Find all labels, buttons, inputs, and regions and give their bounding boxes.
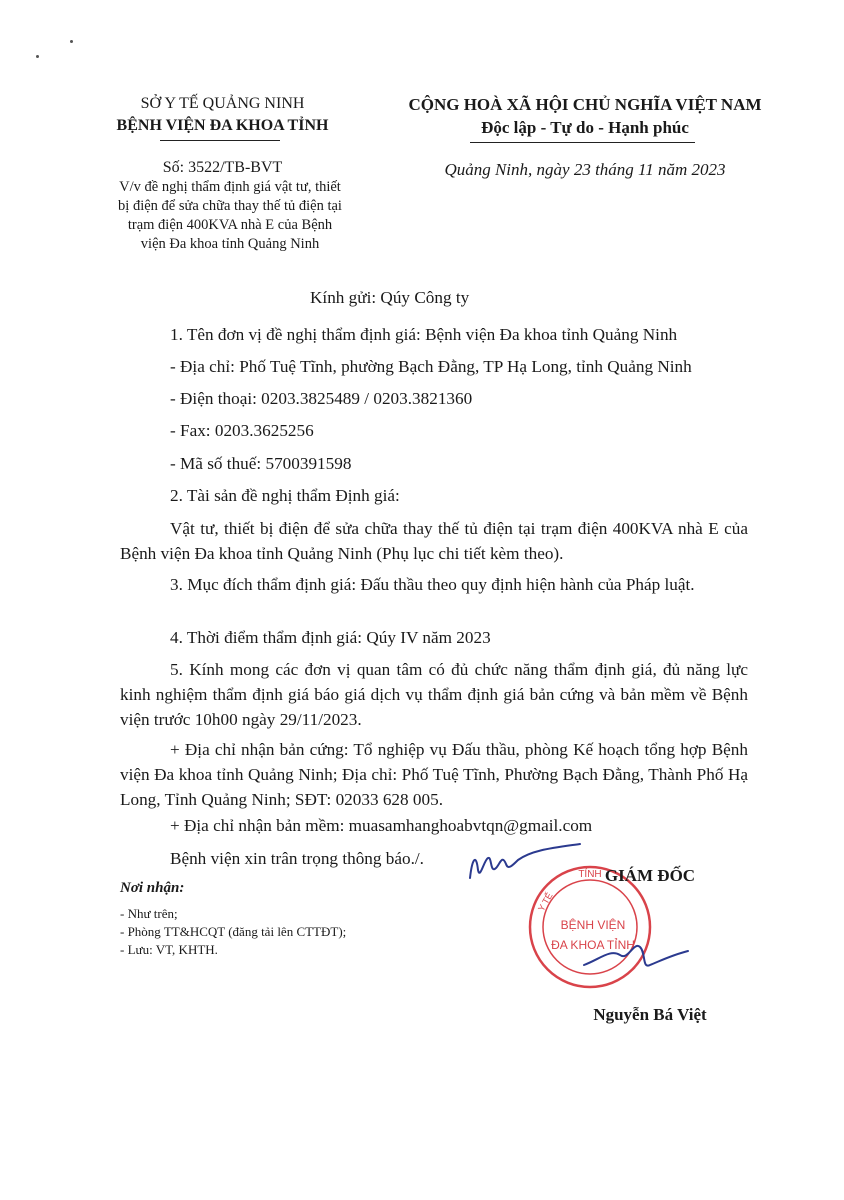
recipient-item: - Lưu: VT, KHTH. [120, 942, 218, 957]
signer-position: GIÁM ĐỐC [604, 866, 696, 885]
subject-line: bị điện để sửa chữa thay thế tủ điện tại [118, 198, 342, 214]
item-4: 4. Thời điểm thẩm định giá: Qúy IV năm 2023 [170, 628, 491, 647]
issuer-block [95, 93, 350, 137]
signature-stroke [584, 946, 688, 966]
address-line: - Địa chỉ: Phố Tuệ Tĩnh, phường Bạch Đằng, TP Hạ Long, tỉnh Quảng Ninh [170, 357, 692, 376]
closing-line: Bệnh viện xin trân trọng thông báo./. [170, 849, 424, 868]
salutation: Kính gửi: Qúy Công ty [310, 288, 470, 307]
recipient-item: - Phòng TT&HCQT (đăng tải lên CTTĐT); [120, 924, 347, 939]
subject-line: V/v đề nghị thẩm định giá vật tư, thiết [119, 179, 341, 195]
national-header [380, 93, 790, 139]
recipients-title: Nơi nhận: [120, 880, 185, 896]
document-number: Số: 3522/TB-BVT [162, 159, 283, 176]
subject-line: viện Đa khoa tỉnh Quảng Ninh [140, 236, 320, 252]
stamp-text-line2: ĐA KHOA TỈNH [551, 938, 635, 952]
recipient-item: - Như trên; [120, 906, 178, 921]
scan-speck [70, 40, 73, 43]
subject-line: trạm điện 400KVA nhà E của Bệnh [127, 217, 333, 233]
tax-line: - Mã số thuế: 5700391598 [170, 454, 352, 473]
stamp-top-text: TỈNH [578, 869, 602, 880]
motto-underline [470, 142, 695, 143]
issuer-name: BỆNH VIỆN ĐA KHOA TỈNH [116, 117, 329, 134]
item-5: 5. Kính mong các đơn vị quan tâm có đủ chức năng thẩm định giá, đủ năng lực kinh nghiệm thẩm định giá báo giá dịch vụ thẩm định giá bản cứng và bản mềm về Bệnh viện trước 10h00 ngày 29/11/2023. [120, 660, 748, 729]
director-signature [580, 935, 690, 980]
phone-line: - Điện thoại: 0203.3825489 / 0203.3821360 [170, 389, 473, 408]
stamp-text-line1: BỆNH VIỆN [560, 918, 626, 932]
document-subject [95, 178, 365, 254]
item-2-detail: Vật tư, thiết bị điện để sửa chữa thay thế tủ điện tại trạm điện 400KVA nhà E của Bệnh viện Đa khoa tỉnh Quảng Ninh (Phụ lục chi tiết kèm theo). [120, 519, 748, 563]
place-date: Quảng Ninh, ngày 23 tháng 11 năm 2023 [444, 160, 726, 179]
item-1: 1. Tên đơn vị đề nghị thẩm định giá: Bệnh viện Đa khoa tỉnh Quảng Ninh [170, 325, 678, 344]
signature-stroke [470, 844, 580, 878]
stamp-side-text: Y TẾ [536, 890, 555, 913]
initial-signature [462, 840, 582, 890]
hardcopy-address: + Địa chỉ nhận bản cứng: Tổ nghiệp vụ Đấu thầu, phòng Kế hoạch tổng hợp Bệnh viện Đa khoa tỉnh Quảng Ninh; Địa chỉ: Phố Tuệ Tĩnh, Phường Bạch Đằng, Thành Phố Hạ Long, Tỉnh Quảng Ninh; SĐT: 02033 628 005. [120, 740, 748, 809]
softcopy-address: + Địa chỉ nhận bản mềm: muasamhanghoabvtqn@gmail.com [170, 816, 593, 835]
fax-line: - Fax: 0203.3625256 [170, 421, 314, 440]
country-name: CỘNG HOÀ XÃ HỘI CHỦ NGHĨA VIỆT NAM [408, 95, 762, 114]
motto: Độc lập - Tự do - Hạnh phúc [481, 118, 689, 137]
signer-name: Nguyễn Bá Việt [593, 1005, 707, 1024]
issuer-underline [160, 140, 280, 141]
scan-speck [36, 55, 39, 58]
item-3: 3. Mục đích thẩm định giá: Đấu thầu theo quy định hiện hành của Pháp luật. [170, 575, 695, 594]
issuer-parent: SỞ Y TẾ QUẢNG NINH [140, 95, 305, 112]
item-2: 2. Tài sản đề nghị thẩm Định giá: [170, 486, 400, 505]
